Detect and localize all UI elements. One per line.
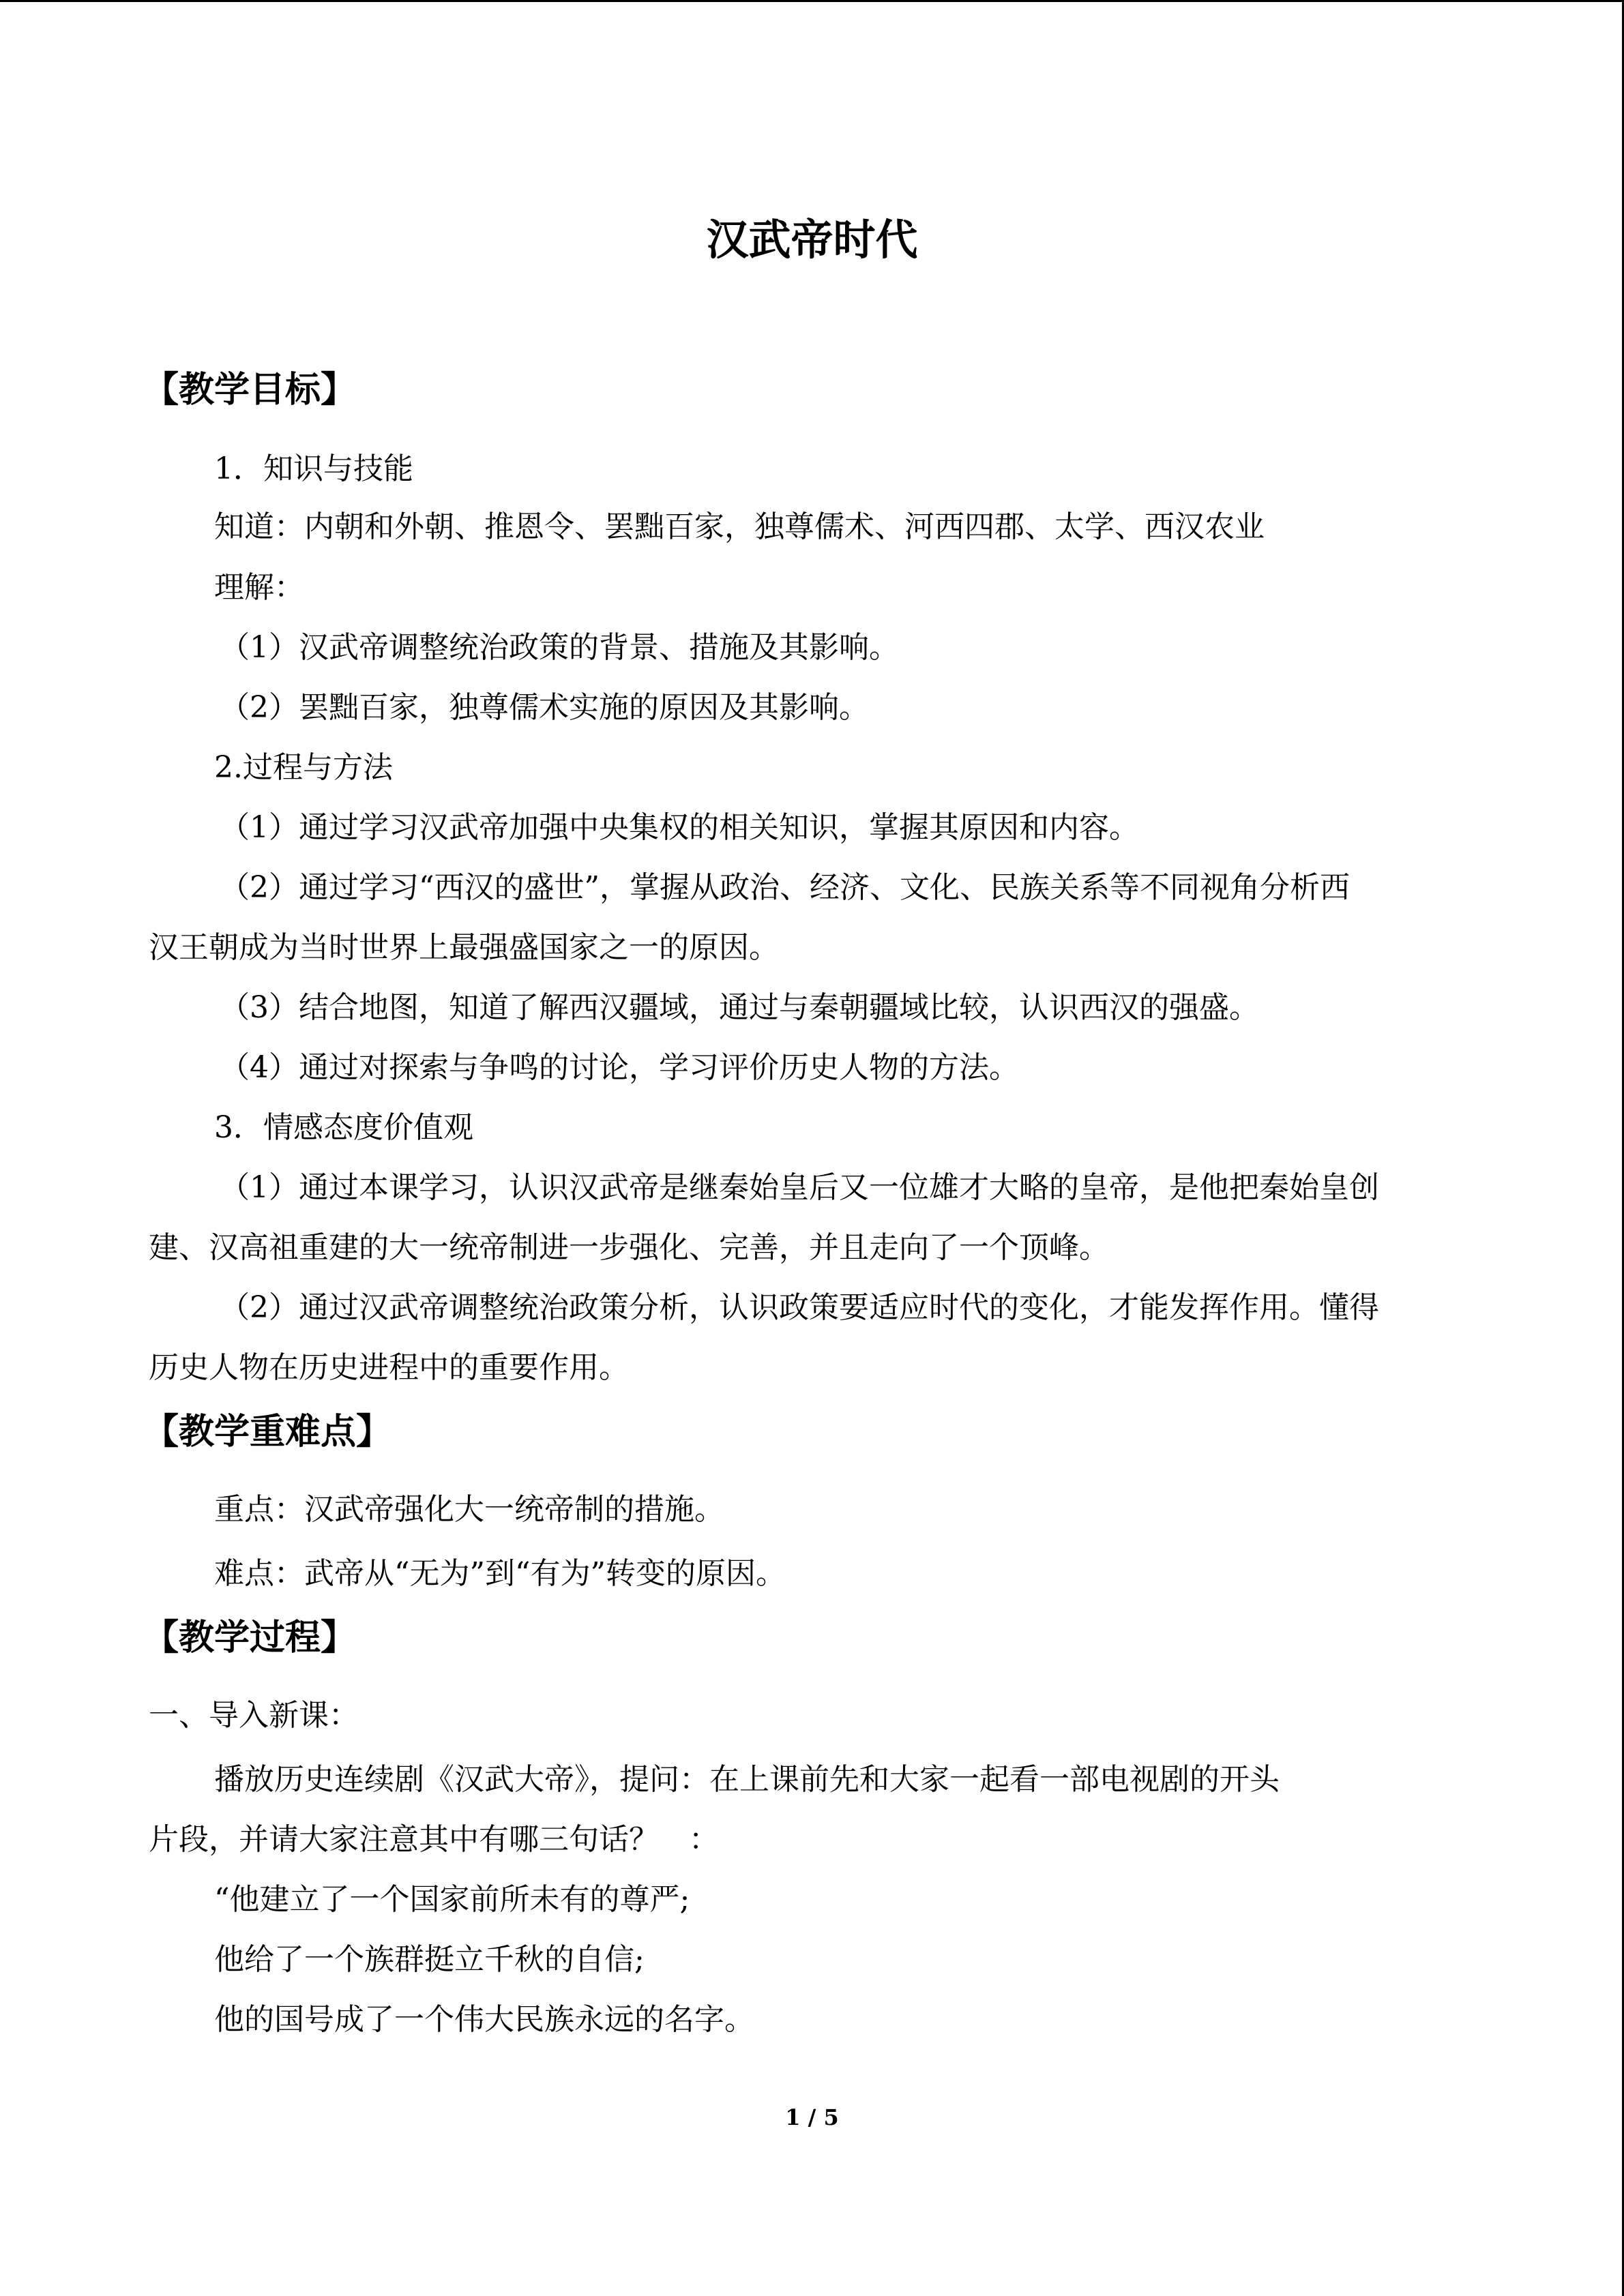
paragraph-line: （2）通过学习“西汉的盛世”，掌握从政治、经济、文化、民族关系等不同视角分析西 bbox=[220, 870, 1350, 905]
section-heading-objectives: 【教学目标】 bbox=[143, 369, 357, 411]
paragraph-line: 一、导入新课： bbox=[149, 1698, 359, 1733]
paragraph-line: 播放历史连续剧《汉武大帝》，提问：在上课前先和大家一起看一部电视剧的开头 bbox=[214, 1762, 1280, 1797]
paragraph-line: 知道：内朝和外朝、推恩令、罢黜百家，独尊儒术、河西四郡、太学、西汉农业 bbox=[214, 509, 1265, 544]
paragraph-line: （2）通过汉武帝调整统治政策分析，认识政策要适应时代的变化，才能发挥作用。懂得 bbox=[220, 1290, 1379, 1325]
paragraph-line: （2）罢黜百家，独尊儒术实施的原因及其影响。 bbox=[220, 690, 869, 725]
paragraph-line: （4）通过对探索与争鸣的讨论，学习评价历史人物的方法。 bbox=[220, 1050, 1019, 1085]
paragraph-line: （1）通过学习汉武帝加强中央集权的相关知识，掌握其原因和内容。 bbox=[220, 810, 1139, 845]
paragraph-line: （1）汉武帝调整统治政策的背景、措施及其影响。 bbox=[220, 630, 899, 665]
paragraph-line: 难点：武帝从“无为”到“有为”转变的原因。 bbox=[214, 1556, 786, 1591]
paragraph-line: “他建立了一个国家前所未有的尊严; bbox=[214, 1882, 690, 1917]
paragraph-line: 汉王朝成为当时世界上最强盛国家之一的原因。 bbox=[149, 930, 779, 965]
document-title: 汉武帝时代 bbox=[706, 215, 918, 265]
paragraph-line: 2.过程与方法 bbox=[214, 750, 393, 785]
paragraph-line: 3．情感态度价值观 bbox=[214, 1110, 473, 1145]
paragraph-line: （3）结合地图，知道了解西汉疆域，通过与秦朝疆域比较，认识西汉的强盛。 bbox=[220, 990, 1259, 1025]
paragraph-line: 理解： bbox=[214, 570, 304, 605]
paragraph-line: 建、汉高祖重建的大一统帝制进一步强化、完善，并且走向了一个顶峰。 bbox=[149, 1230, 1109, 1265]
paragraph-line: 片段，并请大家注意其中有哪三句话？ ： bbox=[149, 1822, 719, 1857]
paragraph-line: 他的国号成了一个伟大民族永远的名字。 bbox=[214, 2002, 754, 2037]
paragraph-line: 他给了一个族群挺立千秋的自信; bbox=[214, 1942, 645, 1977]
section-heading-keypoints: 【教学重难点】 bbox=[143, 1411, 392, 1452]
page-number: 1 / 5 bbox=[785, 2104, 839, 2130]
paragraph-line: 1．知识与技能 bbox=[214, 451, 413, 486]
section-heading-process: 【教学过程】 bbox=[143, 1617, 357, 1658]
paragraph-line: （1）通过本课学习，认识汉武帝是继秦始皇后又一位雄才大略的皇帝，是他把秦始皇创 bbox=[220, 1170, 1379, 1205]
paragraph-line: 历史人物在历史进程中的重要作用。 bbox=[149, 1350, 629, 1385]
paragraph-line: 重点：汉武帝强化大一统帝制的措施。 bbox=[214, 1492, 724, 1527]
